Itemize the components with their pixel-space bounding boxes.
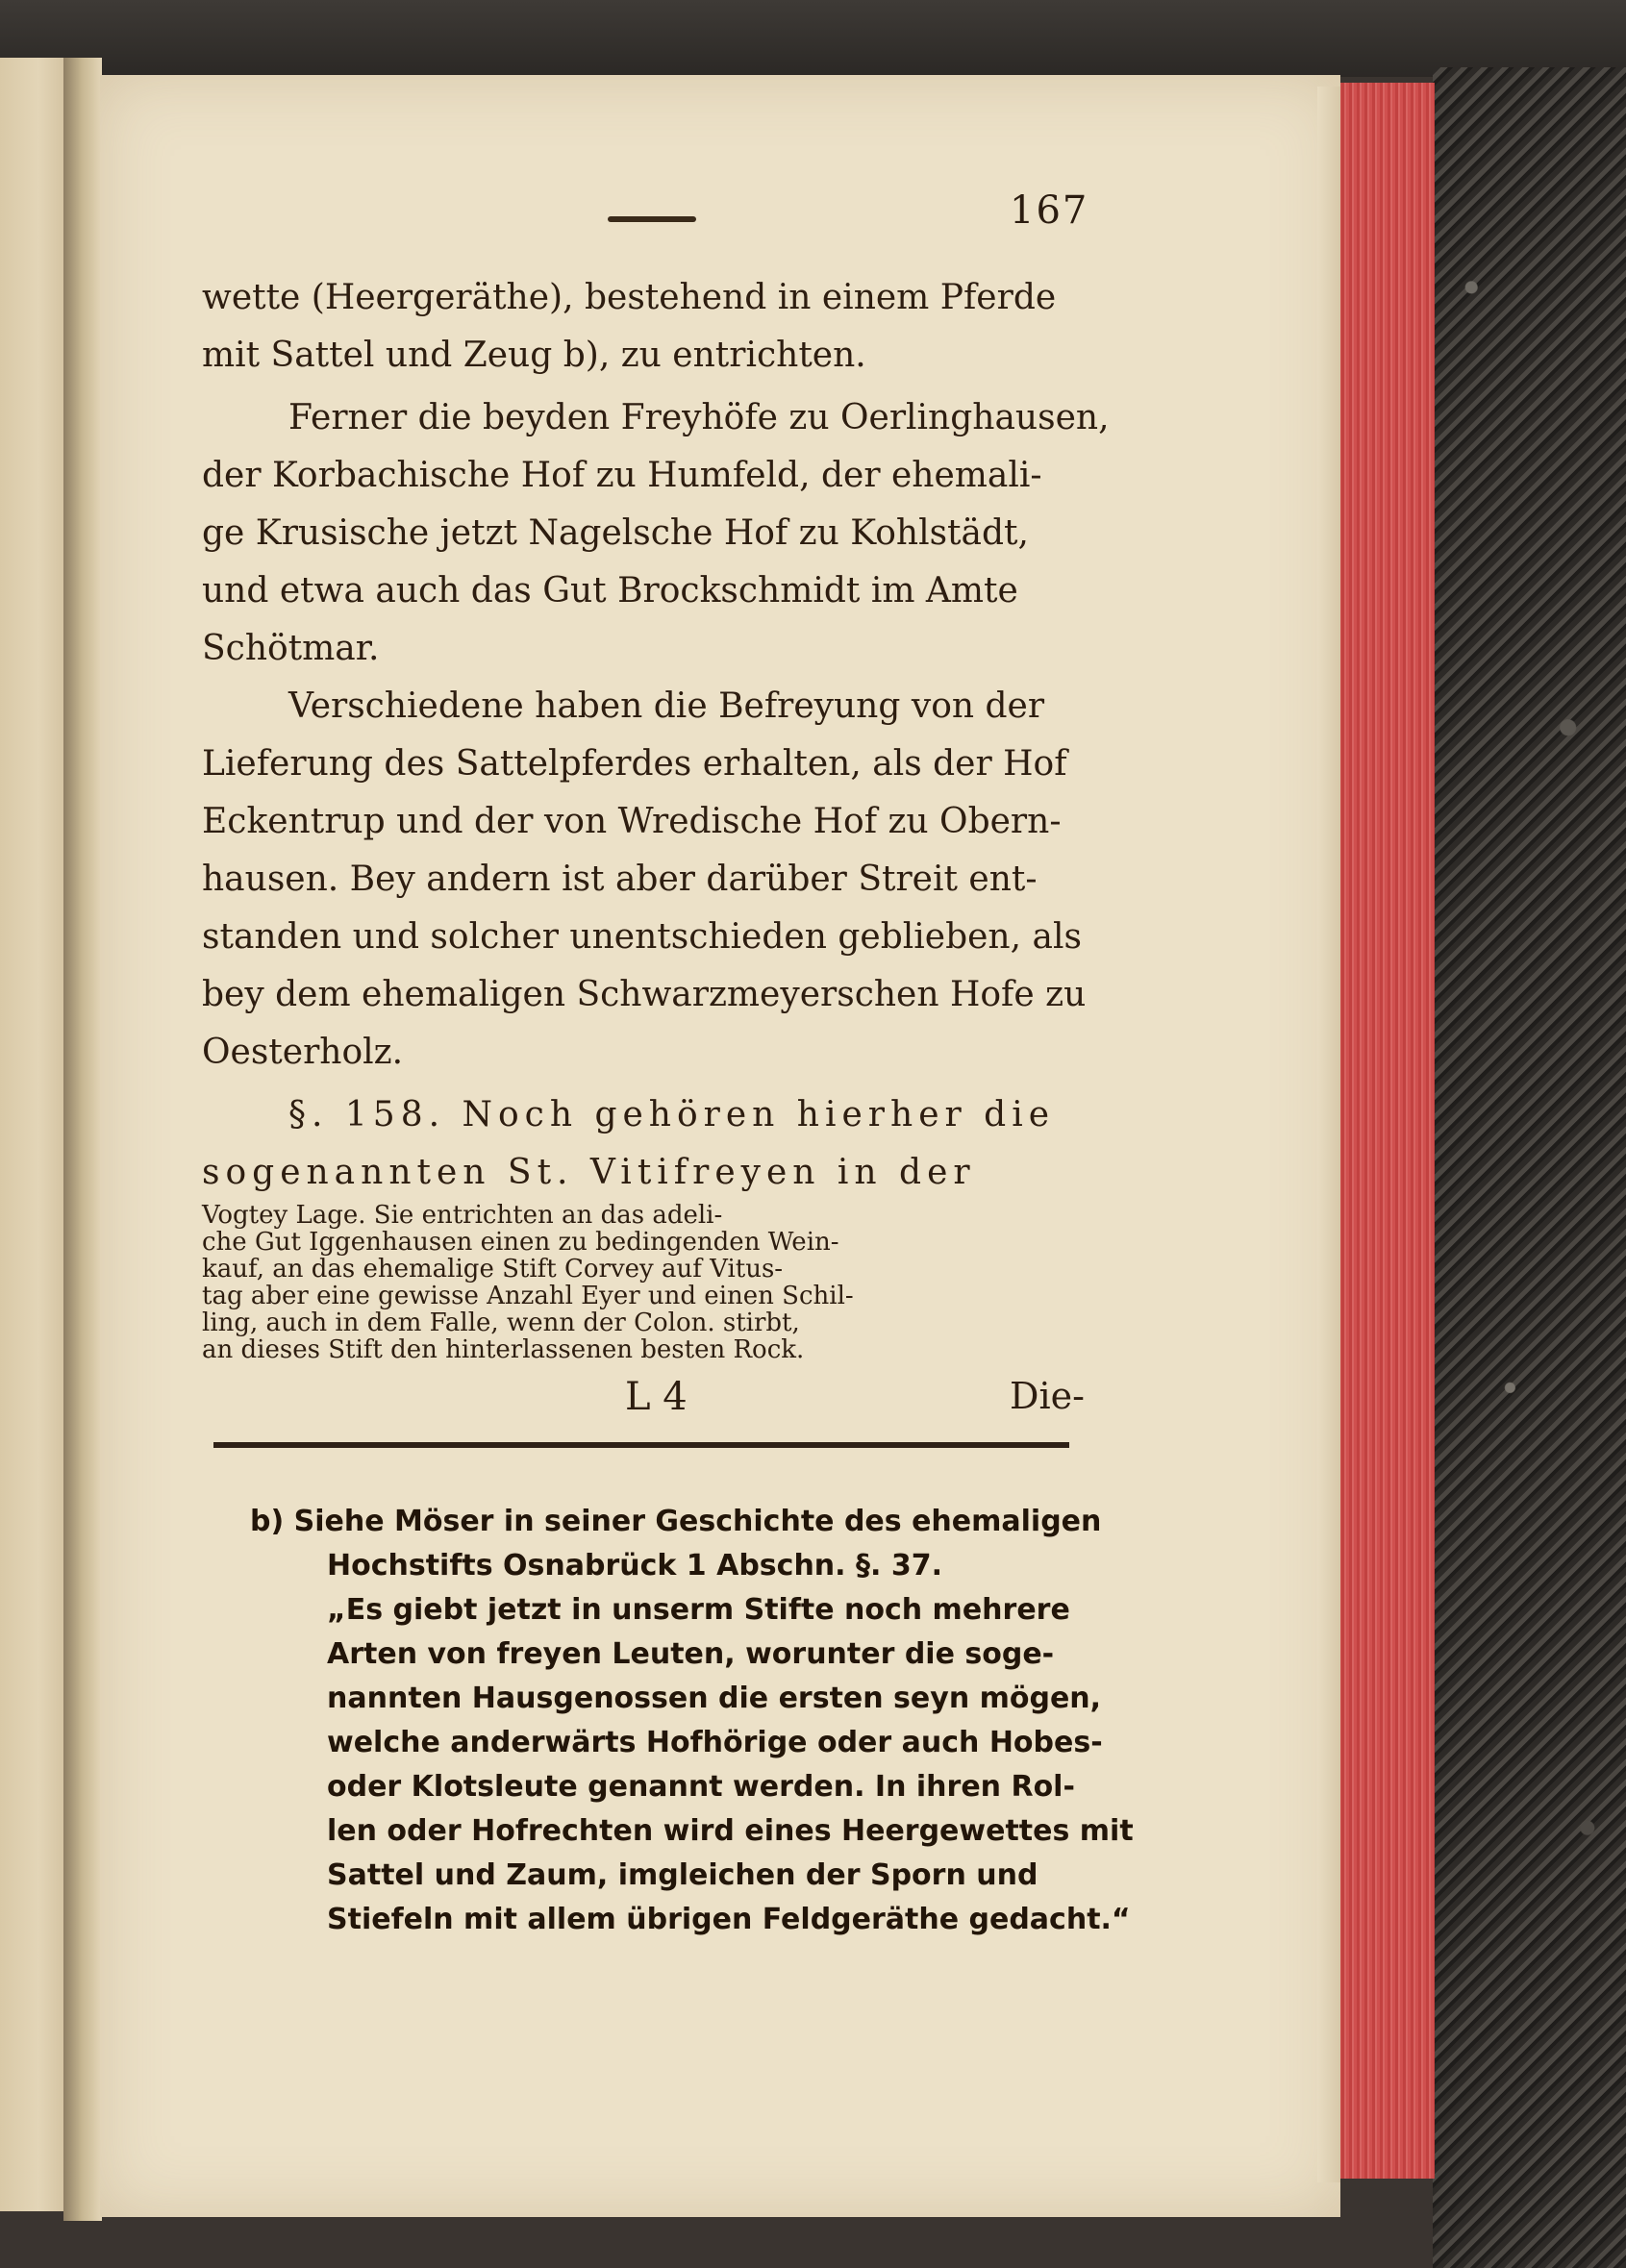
footnote-line: Hochstifts Osnabrück 1 Abschn. §. 37. [327, 1549, 942, 1583]
red-page-edges [1338, 83, 1435, 2179]
body-line: ge Krusische jetzt Nagelsche Hof zu Kohlstädt, [202, 513, 1029, 553]
body-line: ling, auch in dem Falle, wenn der Colon. stirbt, [202, 1308, 800, 1337]
section-heading-line: §. 158. Noch gehören hierher die [288, 1095, 1056, 1134]
body-line: che Gut Iggenhausen einen zu bedingenden Wein- [202, 1228, 839, 1257]
signature-mark: L 4 [625, 1375, 688, 1419]
footnote-line: len oder Hofrechten wird eines Heergewettes mit [327, 1814, 1134, 1848]
section-heading-line: sogenannten St. Vitifreyen in der [202, 1153, 976, 1192]
footnote-line: nannten Hausgenossen die ersten seyn mögen, [327, 1682, 1102, 1715]
body-line: und etwa auch das Gut Brockschmidt im Amte [202, 571, 1018, 611]
body-line: hausen. Bey andern ist aber darüber Streit ent- [202, 860, 1038, 899]
footnote-line: Sattel und Zaum, imgleichen der Sporn und [327, 1858, 1038, 1892]
background-top [0, 0, 1626, 77]
body-line: Lieferung des Sattelpferdes erhalten, als der Hof [202, 744, 1067, 784]
footnote-line: Arten von freyen Leuten, worunter die soge- [327, 1637, 1055, 1671]
catchword: Die- [1010, 1375, 1085, 1417]
footnote-line: b) Siehe Möser in seiner Geschichte des ehemaligen [250, 1505, 1102, 1538]
body-line: standen und solcher unentschieden geblieben, als [202, 917, 1082, 957]
footnote-rule [213, 1442, 1069, 1448]
body-line: mit Sattel und Zeug b), zu entrichten. [202, 336, 866, 375]
header-ornament [608, 216, 696, 222]
body-line: wette (Heergeräthe), bestehend in einem Pferde [202, 278, 1057, 317]
body-line: tag aber eine gewisse Anzahl Eyer und einen Schil- [202, 1282, 854, 1310]
body-line: an dieses Stift den hinterlassenen besten Rock. [202, 1335, 805, 1364]
footnote-line: oder Klotsleute genannt werden. In ihren Rol- [327, 1770, 1075, 1804]
body-line: kauf, an das ehemalige Stift Corvey auf Vitus- [202, 1255, 784, 1284]
body-line: der Korbachische Hof zu Humfeld, der ehemali- [202, 456, 1042, 495]
body-line: Vogtey Lage. Sie entrichten an das adeli- [202, 1201, 723, 1230]
body-line: Ferner die beyden Freyhöfe zu Oerlinghausen, [288, 398, 1110, 437]
page-number: 167 [1010, 188, 1089, 233]
body-line: Eckentrup und der von Wredische Hof zu Obern- [202, 802, 1062, 841]
footnote-line: Stiefeln mit allem übrigen Feldgeräthe gedacht.“ [327, 1903, 1131, 1936]
marbled-cover [1433, 67, 1626, 2268]
body-line: Oesterholz. [202, 1033, 404, 1072]
body-line: bey dem ehemaligen Schwarzmeyerschen Hofe zu [202, 975, 1087, 1014]
body-line: Schötmar. [202, 629, 380, 668]
book-gutter [63, 58, 102, 2221]
footnote-line: welche anderwärts Hofhörige oder auch Hobes- [327, 1726, 1103, 1759]
page-edge-inner [1317, 87, 1340, 2182]
body-line: Verschiedene haben die Befreyung von der [288, 686, 1045, 726]
footnote-line: „Es giebt jetzt in unserm Stifte noch mehrere [327, 1593, 1070, 1627]
